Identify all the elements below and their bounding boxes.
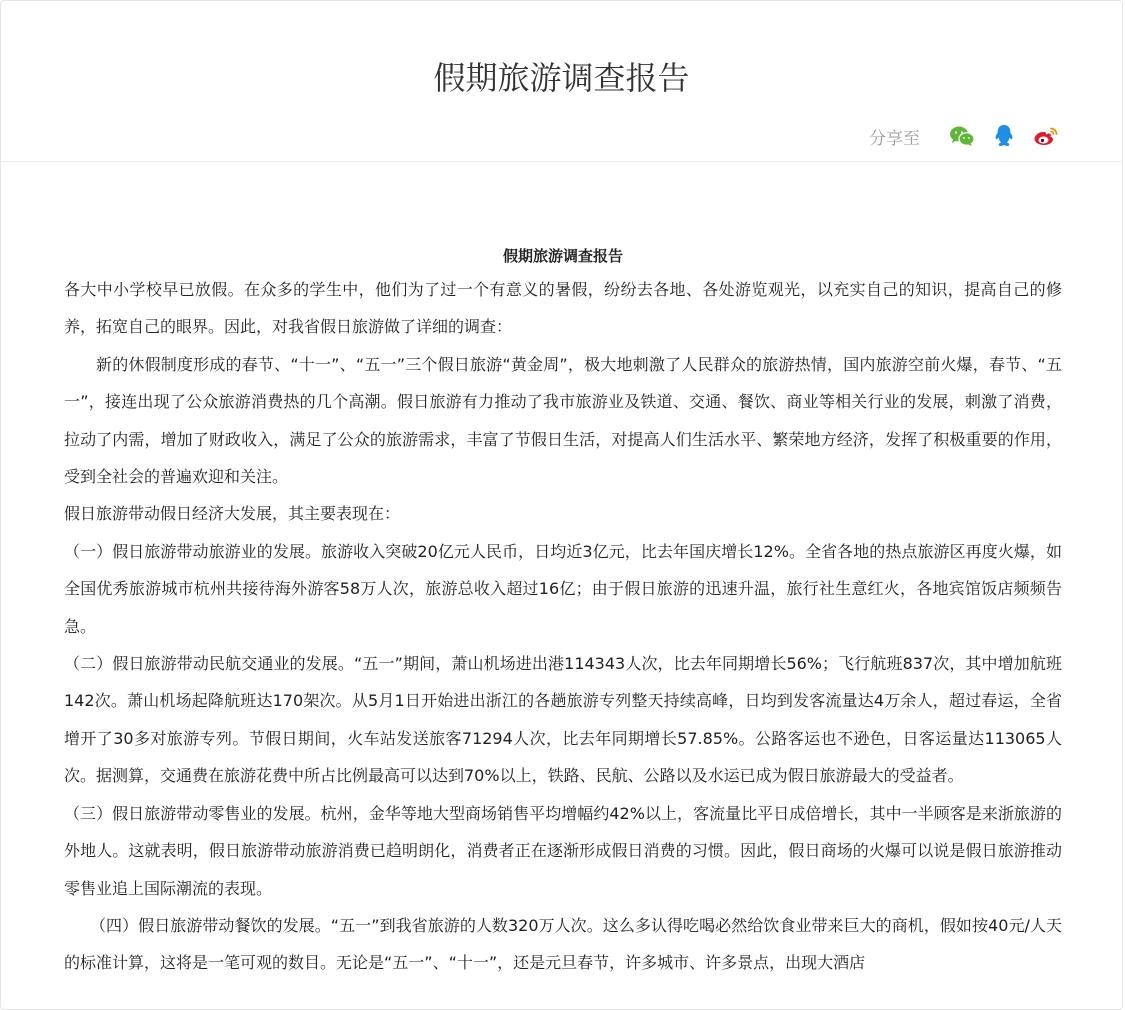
wechat-icon[interactable] xyxy=(948,122,976,150)
share-bar xyxy=(869,122,1060,150)
paragraph-intro: 各大中小学校早已放假。在众多的学生中，他们为了过一个有意义的暑假，纷纷去各地、各处游览观光，以充实自己的知识，提高自己的修养，拓宽自己的眼界。因此，对我省假日旅游做了详细的调查： xyxy=(64,280,1062,337)
paragraph-retail: （三）假日旅游带动零售业的发展。杭州，金华等地大型商场销售平均增幅约42%以上，客流量比平日成倍增长，其中一半顾客是来浙旅游的外地人。这就表明，假日旅游带动旅游消费已趋明朗化，消费者正在逐渐形成假日消费的习惯。因此，假日商场的火爆可以说是假日旅游推动零售业追上国际潮流的表现。 xyxy=(64,803,1062,898)
page-title: 假期旅游调查报告 xyxy=(433,59,690,97)
share-label: 分享至 xyxy=(869,128,920,149)
article-body xyxy=(64,241,1062,982)
paragraph-catering: （四）假日旅游带动餐饮的发展。“五一”到我省旅游的人数320万人次。这么多认得吃喝必然给饮食业带来巨大的商机，假如按40元/人天的标准计算，这将是一笔可观的数目。无论是“五一”、“十一”，还是元旦春节，许多城市、许多景点，出现大酒店 xyxy=(64,915,1062,973)
weibo-icon[interactable] xyxy=(1032,122,1060,150)
paragraph-holiday-system: 新的休假制度形成的春节、“十一”、“五一”三个假日旅游“黄金周”，极大地刺激了人民群众的旅游热情，国内旅游空前火爆，春节、“五一”，接连出现了公众旅游消费热的几个高潮。假日旅游有力推动了我市旅游业及铁道、交通、餐饮、商业等相关行业的发展，刺激了消费，拉动了内需，增加了财政收入，满足了公众的旅游需求，丰富了节假日生活，对提高人们生活水平、繁荣地方经济，发挥了积极重要的作用，受到全社会的普遍欢迎和关注。 xyxy=(64,354,1062,487)
paragraph-tourism: （一）假日旅游带动旅游业的发展。旅游收入突破20亿元人民币，日均近3亿元，比去年国庆增长12%。全省各地的热点旅游区再度火爆，如全国优秀旅游城市杭州共接待海外游客58万人次，旅游总收入超过16亿；由于假日旅游的迅速升温，旅行社生意红火，各地宾馆饭店频频告急。 xyxy=(64,541,1062,636)
qq-icon[interactable] xyxy=(990,122,1018,150)
paragraph-summary: 假日旅游带动假日经济大发展，其主要表现在： xyxy=(64,504,401,524)
article-title: 假期旅游调查报告 xyxy=(502,247,623,265)
article-header xyxy=(1,1,1122,162)
paragraph-transport: （二）假日旅游带动民航交通业的发展。“五一”期间，萧山机场进出港114343人次，比去年同期增长56%；飞行航班837次，其中增加航班142次。萧山机场起降航班达170架次。从5月1日开始进出浙江的各趟旅游专列整天持续高峰，日均到发客流量达4万余人，超过春运，全省增开了30多对旅游专列。节假日期间，火车站发送旅客71294人次，比去年同期增长57.85%。公路客运也不逊色，日客运量达113065人次。据测算，交通费在旅游花费中所占比例最高可以达到70%以上，铁路、民航、公路以及水运已成为假日旅游最大的受益者。 xyxy=(64,654,1062,786)
